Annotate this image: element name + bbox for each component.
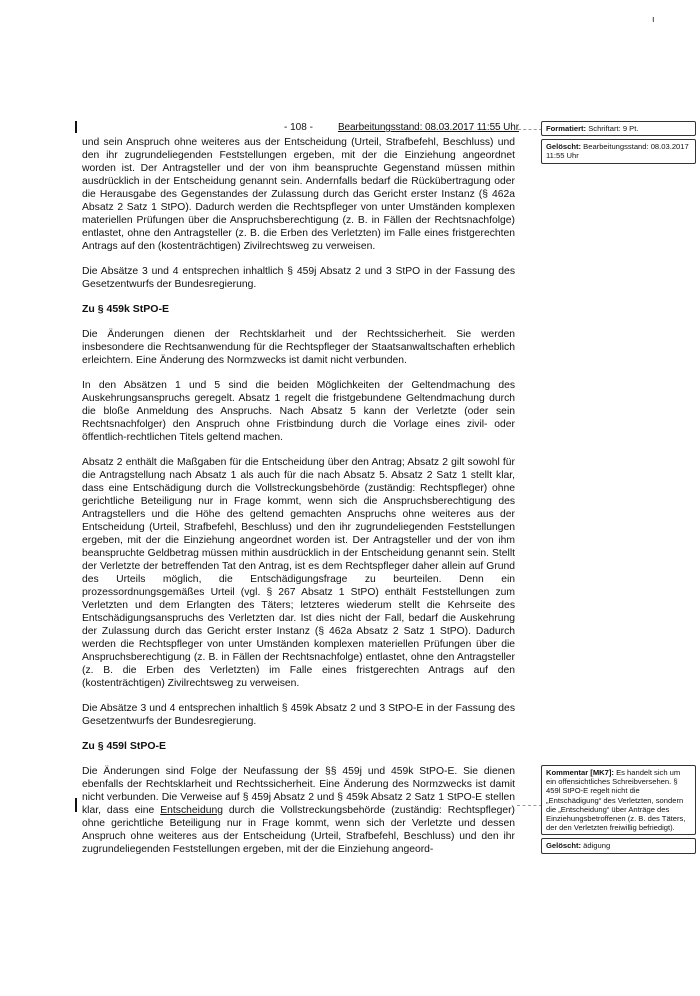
change-bar <box>75 121 77 133</box>
deleted-comment[interactable] <box>541 139 696 163</box>
header-stand: Bearbeitungsstand: 08.03.2017 11:55 Uhr <box>337 122 519 133</box>
revised-word[interactable]: Entscheidung <box>160 805 223 816</box>
change-bar <box>75 798 77 812</box>
comment-text: ädigung <box>583 841 611 851</box>
revision-sidebar-bottom <box>541 765 696 857</box>
format-comment[interactable] <box>541 121 696 136</box>
document-body <box>82 136 515 868</box>
comment-label: Gelöscht: <box>546 142 582 152</box>
revision-sidebar-top <box>541 121 696 167</box>
paragraph-text: durch die Vollstreckungsbehörde (zuständig: Rechtspfleger) ohne gerichtliche Beteiligung nur in Frage kommt, wenn sich der Verletzte und dessen Anspruch ohne weiteres aus der Entscheidung (Urteil, Strafbefehl, Beschluss) und den ihr zugrundeliegenden Feststellungen ergeben, mit der die Einziehung angeord- <box>82 805 515 855</box>
paragraph: Die Änderungen dienen der Rechtsklarheit und der Rechtssicherheit. Sie werden insbesondere die Rechtsanwendung für die Rechtspfleger der Staatsanwaltschaften erheblich erleichtern. Eine Änderung des Normzwecks ist damit nicht verbunden. <box>82 329 515 366</box>
section-heading: Zu § 459l StPO-E <box>82 740 167 752</box>
page-header <box>79 122 519 136</box>
review-comment[interactable] <box>541 765 696 835</box>
margin-mark: ı <box>652 14 655 24</box>
paragraph <box>82 765 515 856</box>
paragraph: In den Absätzen 1 und 5 sind die beiden Möglichkeiten der Geltendmachung des Auskehrungsanspruchs geregelt. Absatz 1 regelt die fristgebundene Geltendmachung durch die bloße Anmeldung des Anspruchs. Nach Absatz 5 kann der Verletzte (oder sein Rechtsnachfolger) den Anspruch ohne Fristbindung durch die Vorlage eines zivil- oder öffentlich-rechtlichen Titels geltend machen. <box>82 380 515 443</box>
paragraph: und sein Anspruch ohne weiteres aus der Entscheidung (Urteil, Strafbefehl, Beschluss) und den ihr zugrundeliegenden Feststellungen ergeben, mit der die Einziehung angeordnet worden ist. Der Antragsteller und der von ihm beanspruchte Gegenstand müssen mithin ausdrücklich in der Entscheidung genannt sein. Andernfalls bedarf die Rückübertragung oder die Herausgabe des Gegenstandes der Zulassung durch das Gericht erster Instanz (§ 462a Absatz 2 Satz 1 StPO). Dadurch werden die Rechtspfleger von unter Umständen komplexen materiellen Prüfungen über die Anspruchsberechtigung (z. B. in Fällen der Rechtsnachfolge) entlastet, ohne den Antragsteller (z. B. die Erben des Verletzten) im Falle eines fristgerechten Antrags auf den (kostenträchtigen) Zivilrechtsweg zu verweisen. <box>82 137 515 252</box>
paragraph: Die Absätze 3 und 4 entsprechen inhaltlich § 459k Absatz 2 und 3 StPO-E in der Fassung des Gesetzentwurfs der Bundesregierung. <box>82 703 515 727</box>
comment-label: Kommentar [MK7]: <box>546 768 614 777</box>
comment-connector <box>517 805 542 806</box>
section-heading: Zu § 459k StPO-E <box>82 303 169 315</box>
comment-connector <box>518 129 542 130</box>
comment-label: Formatiert: <box>546 124 587 133</box>
comment-label: Gelöscht: <box>546 841 582 851</box>
comment-text: Bearbeitungsstand: 08.03.2017 11:55 Uhr <box>546 142 689 161</box>
deleted-comment[interactable] <box>541 838 696 853</box>
page-number: - 108 - <box>284 122 313 133</box>
paragraph-text: Die Änderungen sind Folge der Neufassung der §§ 459j und 459k StPO-E. Sie dienen ebenfalls der Rechtsklarheit und Rechtssicherheit. Eine Änderung des Normzwecks ist damit nicht verbunden. Die Verweise auf § 459j Absatz 2 und § 459k Absatz 2 Satz 1 StPO-E stellen klar, dass eine <box>82 766 515 816</box>
paragraph: Absatz 2 enthält die Maßgaben für die Entscheidung über den Antrag; Absatz 2 gilt sowohl für die Antragstellung nach Absatz 1 als auch für die nach Absatz 5. Absatz 2 Satz 1 stellt klar, dass eine Entschädigung durch die Vollstreckungsbehörde (zuständig: Rechtspfleger) ohne gerichtliche Beteiligung nur in Frage kommt, wenn sich die Anspruchsberechtigung des Antragstellers und die Höhe des geltend gemachten Anspruchs ohne weiteres aus der Entscheidung (Urteil, Strafbefehl, Beschluss) und den ihr zugrundeliegenden Feststellungen ergeben, mit der die Einziehung angeordnet worden ist. Der Antragsteller und der von ihm beanspruchte Geldbetrag müssen mithin ausdrücklich in der Entscheidung genannt sein. Stellt der Verletzte der betreffenden Tat den Antrag, ist es dem Rechtspfleger daher allein auf Grund des Urteils möglich, die Entschädigungsfrage zu beurteilen. Denn ein prozessordnungsgemäßes Urteil (vgl. § 267 Absatz 1 StPO) enthält Feststellungen zum Verletzten und dem Erlangten des Täters; letzteres wiederum stellt die Kehrseite des Entschädigungsanspruchs des Verletzten dar. Ist dies nicht der Fall, bedarf die Auskehrung der Zulassung durch das Gericht erster Instanz (§ 462a Absatz 2 Satz 1 StPO). Dadurch werden die Rechtspfleger von unter Umständen komplexen materiellen Prüfungen über die Anspruchsberechtigung (z. B. in Fällen der Rechtsnachfolge) entlastet, ohne den Antragsteller (z. B. die Erben des Verletzten) im Falle eines fristgerechten Antrags auf den (kostenträchtigen) Zivilrechtsweg zu verweisen. <box>82 457 515 689</box>
comment-text: Es handelt sich um ein offensichtliches Schreibversehen. § 459l StPO-E regelt nicht die „Entschädigung“ des Verletzten, sondern die „Entscheidung“ über Anträge des Einziehungsbetroffenen (z. B. des Täters, der den Verletzten freiwillig befriedigt). <box>546 768 686 833</box>
comment-text: Schriftart: 9 Pt. <box>588 124 639 133</box>
paragraph: Die Absätze 3 und 4 entsprechen inhaltlich § 459j Absatz 2 und 3 StPO in der Fassung des Gesetzentwurfs der Bundesregierung. <box>82 266 515 290</box>
